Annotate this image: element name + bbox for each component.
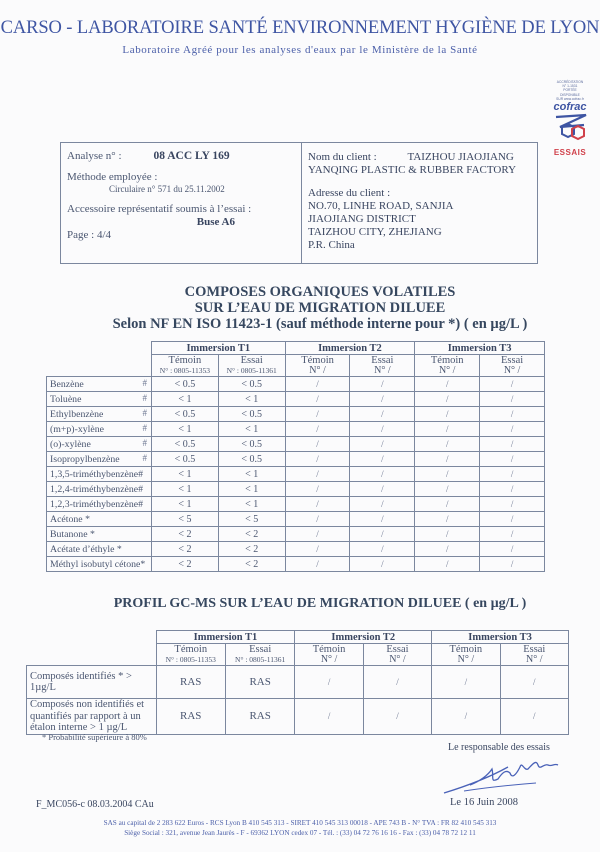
table-row <box>47 467 545 482</box>
result-cell: / <box>285 557 350 572</box>
sample-number: N° : 0805-11353 <box>159 366 210 375</box>
result-cell: RAS <box>225 666 294 699</box>
address-line: P.R. China <box>308 239 355 251</box>
result-cell: < 0.5 <box>151 377 218 392</box>
result-cell: / <box>285 482 350 497</box>
result-cell: < 2 <box>218 557 285 572</box>
result-cell: < 0.5 <box>151 452 218 467</box>
result-cell: / <box>415 512 480 527</box>
table-row <box>47 392 545 407</box>
compound-label: Toluène <box>50 393 82 405</box>
result-cell: < 1 <box>151 422 218 437</box>
form-reference: F_MC056-c 08.03.2004 CAu <box>36 799 154 810</box>
compound-label: Benzène <box>50 378 84 390</box>
result-cell: / <box>415 527 480 542</box>
immersion-t2-header: Immersion T2 <box>285 342 415 355</box>
address-line: TAIZHOU CITY, ZHEJIANG <box>308 226 442 238</box>
compound-label: Acétate d’éthyle * <box>50 543 122 555</box>
compound-name <box>47 392 152 407</box>
result-cell: / <box>415 422 480 437</box>
sample-number: N° / <box>320 654 338 665</box>
result-cell: / <box>415 497 480 512</box>
result-cell: / <box>285 497 350 512</box>
accreditation-mark: # <box>142 393 147 403</box>
sample-number: N° / <box>457 654 475 665</box>
result-cell: / <box>285 392 350 407</box>
compound-label: (o)-xylène <box>50 438 91 450</box>
table-row <box>47 377 545 392</box>
result-cell: / <box>363 699 431 735</box>
column-label: Essai <box>500 355 524 366</box>
result-cell: < 5 <box>218 512 285 527</box>
column-header <box>363 644 431 666</box>
compound-name <box>47 422 152 437</box>
column-header <box>500 644 568 666</box>
signature-date: Le 16 Juin 2008 <box>450 797 518 808</box>
compound-name <box>47 542 152 557</box>
result-cell: / <box>480 542 545 557</box>
sample-number: N° : 0805-11353 <box>165 655 216 664</box>
cofrac-logo <box>548 80 592 157</box>
accreditation-mark: # <box>142 408 147 418</box>
compound-name <box>47 467 152 482</box>
result-cell: / <box>350 452 415 467</box>
page-number: Page : 4/4 <box>67 229 111 241</box>
column-header <box>480 355 545 377</box>
address-label: Adresse du client : <box>308 187 391 199</box>
analysis-details <box>61 143 302 263</box>
result-cell: / <box>285 377 350 392</box>
sample-number: N° / <box>374 365 391 376</box>
address-line: JIAOJIANG DISTRICT <box>308 213 416 225</box>
result-cell: / <box>480 392 545 407</box>
compound-label: 1,2,3-triméthybenzène# <box>50 498 144 510</box>
compound-name <box>47 512 152 527</box>
table-row <box>47 542 545 557</box>
result-cell: < 1 <box>151 482 218 497</box>
result-cell: / <box>480 512 545 527</box>
result-cell: / <box>415 467 480 482</box>
table-row <box>47 452 545 467</box>
lab-title: CARSO - LABORATOIRE SANTÉ ENVIRONNEMENT HYGIÈNE DE LYON <box>0 18 600 38</box>
result-cell: / <box>285 512 350 527</box>
legal-line-2: Siège Social : 321, avenue Jean Jaurès - F - 69362 LYON cedex 07 - Tél. : (33) 04 72 76 16 16 - Fax : (33) 04 78 72 12 11 <box>124 829 476 837</box>
accreditation-mark: # <box>142 423 147 433</box>
column-header <box>225 644 294 666</box>
probability-footnote: * Probabilité supérieure à 80% <box>42 732 147 742</box>
result-cell: < 0.5 <box>151 437 218 452</box>
table-row <box>27 699 569 735</box>
table-row <box>27 666 569 699</box>
result-cell: / <box>350 377 415 392</box>
immersion-t1-header: Immersion T1 <box>156 631 295 644</box>
result-cell: / <box>500 666 568 699</box>
immersion-t3-header: Immersion T3 <box>415 342 545 355</box>
signature-image <box>440 755 570 797</box>
analyse-label: Analyse n° : <box>67 150 122 162</box>
compound-name <box>47 452 152 467</box>
sample-number: N° / <box>526 654 543 665</box>
accessoire-value: Buse A6 <box>196 216 235 228</box>
immersion-t2-header: Immersion T2 <box>295 631 432 644</box>
result-cell: < 0.5 <box>218 437 285 452</box>
address-line: NO.70, LINHE ROAD, SANJIA <box>308 200 454 212</box>
table-row <box>47 557 545 572</box>
result-cell: / <box>285 437 350 452</box>
compound-label: 1,3,5-triméthybenzène# <box>50 468 144 480</box>
result-cell: / <box>295 666 363 699</box>
result-cell: < 1 <box>218 422 285 437</box>
result-cell: / <box>285 467 350 482</box>
client-name-1: TAIZHOU JIAOJIANG <box>407 151 514 163</box>
result-cell: / <box>350 422 415 437</box>
result-cell: < 2 <box>218 527 285 542</box>
compound-label: 1,2,4-triméthybenzène# <box>50 483 144 495</box>
cofrac-essais: ESSAIS <box>553 148 587 158</box>
column-header <box>218 355 285 377</box>
compound-label: Ethylbenzène <box>50 408 104 420</box>
sample-number: N° : 0805-11361 <box>235 655 286 664</box>
result-cell: / <box>432 699 500 735</box>
analyse-number: 08 ACC LY 169 <box>153 150 230 162</box>
compound-label: Isopropylbenzène <box>50 453 120 465</box>
compound-name <box>47 482 152 497</box>
result-cell: / <box>350 482 415 497</box>
table-row <box>47 497 545 512</box>
compound-label: Composés non identifiés et quantifiés par rapport à un étalon interne > 1 µg/L <box>30 699 145 733</box>
accreditation-mark: # <box>142 438 147 448</box>
result-cell: RAS <box>156 666 225 699</box>
result-cell: / <box>285 452 350 467</box>
result-cell: / <box>480 422 545 437</box>
section1-title-2: SUR L’EAU DE MIGRATION DILUEE <box>194 300 446 316</box>
sample-number: N° / <box>438 365 456 376</box>
result-cell: / <box>350 497 415 512</box>
compound-label: Composés identifiés * > 1µg/L <box>30 670 132 693</box>
column-label: Essai <box>240 355 263 366</box>
legal-line-1: SAS au capital de 2 283 622 Euros - RCS Lyon B 410 545 313 - SIRET 410 545 313 00018 - APE 743 B - N° TVA : FR 82 410 545 313 <box>103 819 497 827</box>
column-label: Essai <box>249 644 272 655</box>
client-label: Nom du client : <box>308 151 377 163</box>
result-cell: < 0.5 <box>218 377 285 392</box>
result-cell: / <box>350 392 415 407</box>
result-cell: < 2 <box>151 542 218 557</box>
result-cell: RAS <box>156 699 225 735</box>
result-cell: / <box>500 699 568 735</box>
result-cell: / <box>480 437 545 452</box>
result-cell: / <box>480 407 545 422</box>
result-cell: / <box>480 482 545 497</box>
column-label: Témoin <box>312 644 346 655</box>
immersion-t1-header: Immersion T1 <box>151 342 285 355</box>
column-header <box>295 644 363 666</box>
result-cell: / <box>480 527 545 542</box>
result-cell: RAS <box>225 699 294 735</box>
section1-title-1: COMPOSES ORGANIQUES VOLATILES <box>184 284 456 300</box>
client-name-2: YANQING PLASTIC & RUBBER FACTORY <box>308 164 517 176</box>
result-cell: / <box>480 452 545 467</box>
result-cell: < 1 <box>218 392 285 407</box>
compound-label: Butanone * <box>50 528 95 540</box>
result-cell: < 2 <box>151 527 218 542</box>
column-header <box>151 355 218 377</box>
column-header <box>415 355 480 377</box>
result-cell: / <box>480 377 545 392</box>
result-cell: / <box>480 557 545 572</box>
sample-number: N° / <box>389 654 406 665</box>
section1-title-3: Selon NF EN ISO 11423-1 (sauf méthode interne pour *) ( en µg/L ) <box>112 316 528 332</box>
column-label: Témoin <box>174 644 208 655</box>
voc-results-table <box>46 341 545 572</box>
table-row <box>47 512 545 527</box>
section2-title: PROFIL GC-MS SUR L’EAU DE MIGRATION DILUEE ( en µg/L ) <box>113 596 527 611</box>
accreditation-text: ACCRÉDITATION N° 1-1531 PORTÉE DISPONIBLE SUR www.cofrac.fr <box>556 80 584 101</box>
sample-number: N° / <box>503 365 521 376</box>
column-header <box>432 644 500 666</box>
accreditation-mark: # <box>142 453 147 463</box>
result-cell: / <box>285 422 350 437</box>
result-cell: < 0.5 <box>218 407 285 422</box>
accreditation-mark: # <box>142 378 147 388</box>
compound-label: (m+p)-xylène <box>50 423 104 435</box>
result-cell: < 2 <box>218 542 285 557</box>
table-row <box>47 482 545 497</box>
gcms-profile-table <box>26 630 569 735</box>
result-cell: < 5 <box>151 512 218 527</box>
result-cell: / <box>415 437 480 452</box>
result-cell: / <box>415 377 480 392</box>
compound-name <box>27 666 157 699</box>
result-cell: / <box>415 452 480 467</box>
table-row <box>47 437 545 452</box>
sample-number: N° : 0805-11361 <box>226 366 277 375</box>
analysis-info-box <box>60 142 538 264</box>
accessoire-label: Accessoire représentatif soumis à l’essai : <box>67 203 252 215</box>
column-label: Essai <box>523 644 546 655</box>
result-cell: / <box>350 527 415 542</box>
compound-label: Acétone * <box>50 513 90 525</box>
result-cell: / <box>285 527 350 542</box>
column-label: Témoin <box>449 644 483 655</box>
sample-number: N° / <box>309 365 326 376</box>
column-label: Essai <box>386 644 409 655</box>
result-cell: / <box>480 497 545 512</box>
methode-value: Circulaire n° 571 du 25.11.2002 <box>109 184 225 194</box>
result-cell: / <box>350 557 415 572</box>
result-cell: / <box>415 482 480 497</box>
compound-name <box>47 527 152 542</box>
compound-label: Méthyl isobutyl cétone* <box>50 558 146 570</box>
result-cell: < 1 <box>218 482 285 497</box>
result-cell: / <box>285 407 350 422</box>
result-cell: < 1 <box>218 467 285 482</box>
column-label: Témoin <box>430 355 464 366</box>
result-cell: / <box>363 666 431 699</box>
result-cell: / <box>415 392 480 407</box>
result-cell: / <box>350 437 415 452</box>
column-label: Essai <box>371 355 394 366</box>
column-header <box>156 644 225 666</box>
responsible-label: Le responsable des essais <box>448 742 550 753</box>
result-cell: < 0.5 <box>218 452 285 467</box>
column-label: Témoin <box>301 355 334 366</box>
result-cell: / <box>350 512 415 527</box>
cofrac-hexagons-icon <box>550 113 590 143</box>
result-cell: < 1 <box>151 497 218 512</box>
cofrac-brand: cofrac <box>553 101 587 114</box>
column-header <box>285 355 350 377</box>
result-cell: / <box>350 467 415 482</box>
compound-name <box>47 407 152 422</box>
result-cell: / <box>480 467 545 482</box>
result-cell: / <box>415 542 480 557</box>
immersion-t3-header: Immersion T3 <box>432 631 569 644</box>
result-cell: < 2 <box>151 557 218 572</box>
compound-name <box>47 557 152 572</box>
compound-name <box>47 377 152 392</box>
table-row <box>47 527 545 542</box>
methode-label: Méthode employée : <box>67 171 158 183</box>
compound-name <box>47 437 152 452</box>
result-cell: < 0.5 <box>151 407 218 422</box>
client-details <box>302 143 537 263</box>
result-cell: / <box>415 557 480 572</box>
column-header <box>350 355 415 377</box>
table-row <box>47 407 545 422</box>
result-cell: / <box>285 542 350 557</box>
lab-subtitle: Laboratoire Agréé pour les analyses d'eaux par le Ministère de la Santé <box>122 44 478 56</box>
result-cell: < 1 <box>151 392 218 407</box>
compound-name <box>27 699 157 735</box>
result-cell: < 1 <box>151 467 218 482</box>
result-cell: < 1 <box>218 497 285 512</box>
table-row <box>47 422 545 437</box>
result-cell: / <box>415 407 480 422</box>
compound-name <box>47 497 152 512</box>
result-cell: / <box>350 542 415 557</box>
result-cell: / <box>432 666 500 699</box>
column-label: Témoin <box>168 355 202 366</box>
result-cell: / <box>295 699 363 735</box>
result-cell: / <box>350 407 415 422</box>
